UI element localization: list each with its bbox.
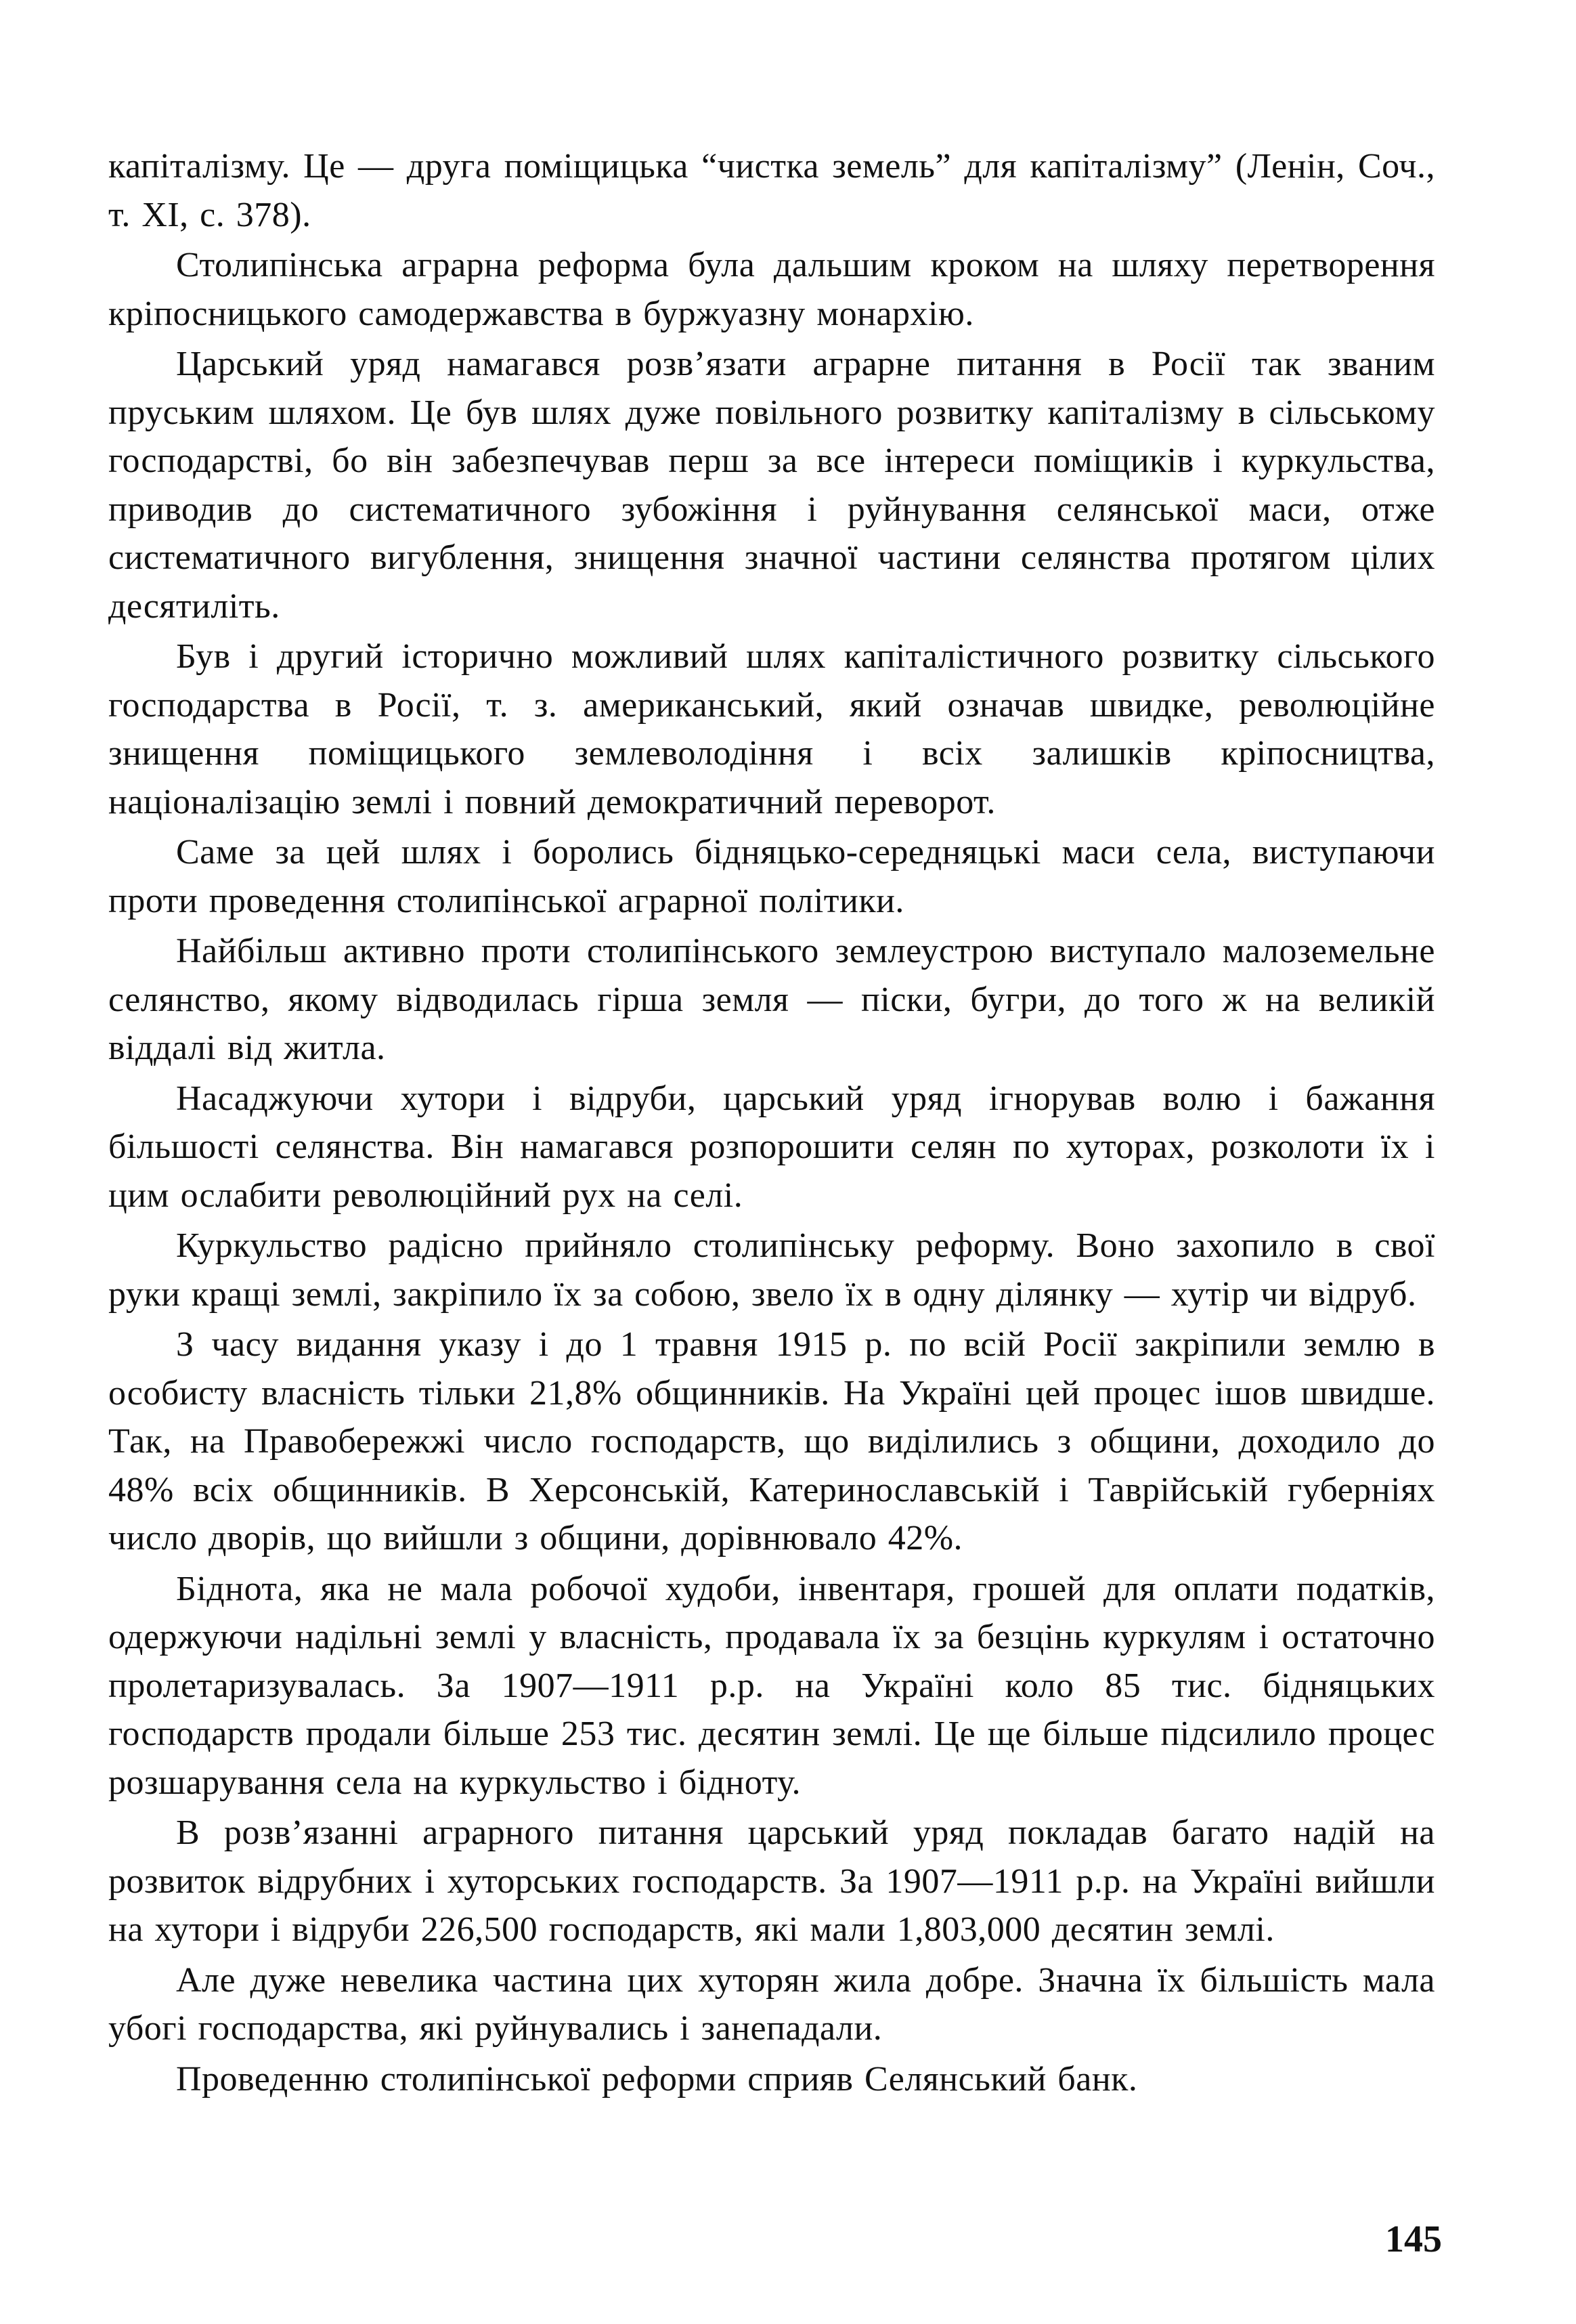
paragraph: Куркульство радісно прийняло столипінську реформу. Воно захопило в свої руки кращі землі, закріпило їх за собою, звело їх в одну ділянку — хутір чи відруб. <box>108 1226 1435 1314</box>
paragraph: Проведенню столипінської реформи сприяв Селянський банк. <box>176 2059 1138 2099</box>
paragraph: Біднота, яка не мала робочої худоби, інвентаря, грошей для оплати податків, одержуючи надільні землі у власність, продавала їх за безцінь куркулям і остаточно пролетаризувалась. За 1907—1911 р.р. на Україні коло 85 тис. бідняцьких господарств продали більше 253 тис. десятин землі. Це ще більше підсилило процес розшарування села на куркульство і бідноту. <box>108 1569 1435 1802</box>
body-text <box>108 142 1435 2105</box>
paragraph: Столипінська аграрна реформа була дальшим кроком на шляху перетворення кріпосницького самодержавства в буржуазну монархію. <box>108 246 1435 333</box>
paragraph: З часу видання указу і до 1 травня 1915 р. по всій Росії закріпили землю в особисту власність тільки 21,8% общинників. На Україні цей процес ішов швидше. Так, на Правобережжі число господарств, що виділились з общини, доходило до 48% всіх общинників. В Херсонській, Катеринославській і Таврійській губерніях число дворів, що вийшли з общини, дорівнювало 42%. <box>108 1325 1435 1557</box>
paragraph: Насаджуючи хутори і відруби, царський уряд ігнорував волю і бажання більшості селянства. Він намагався розпорошити селян по хуторах, розколоти їх і цим ослабити революційний рух на селі. <box>108 1079 1435 1215</box>
paragraph: Саме за цей шлях і боролись бідняцько-середняцькі маси села, виступаючи проти проведення столипінської аграрної політики. <box>108 833 1435 920</box>
paragraph: Царський уряд намагався розв’язати аграрне питання в Росії так званим пруським шляхом. Це був шлях дуже повільного розвитку капіталізму в сільському господарстві, бо він забезпечував перш за все інтереси поміщиків і куркульства, приводив до систематичного зубожіння і руйнування селянської маси, отже систематичного вигублення, знищення значної частини селянства протягом цілих десятиліть. <box>108 345 1435 626</box>
paragraph: Але дуже невелика частина цих хуторян жила добре. Значна їх більшість мала убогі господарства, які руйнувались і занепадали. <box>108 1960 1435 2048</box>
page-number: 145 <box>1385 2218 1442 2260</box>
paragraph: капіталізму. Це — друга поміщицька “чистка земель” для капіталізму” (Ленін, Соч., т. XI, с. 378). <box>108 147 1435 234</box>
paragraph: В розв’язанні аграрного питання царський уряд покладав багато надій на розвиток відрубних і хуторських господарств. За 1907—1911 р.р. на Україні вийшли на хутори і відруби 226,500 господарств, які мали 1,803,000 десятин землі. <box>108 1813 1435 1949</box>
paragraph: Був і другий історично можливий шлях капіталістичного розвитку сільського господарства в Росії, т. з. американський, який означав швидке, революційне знищення поміщицького землеволодіння і всіх залишків кріпосництва, націоналізацію землі і повний демократичний переворот. <box>108 637 1435 821</box>
paragraph: Найбільш активно проти столипінського землеустрою виступало малоземельне селянство, якому відводилась гірша земля — піски, бугри, до того ж на великій віддалі від житла. <box>108 932 1435 1067</box>
